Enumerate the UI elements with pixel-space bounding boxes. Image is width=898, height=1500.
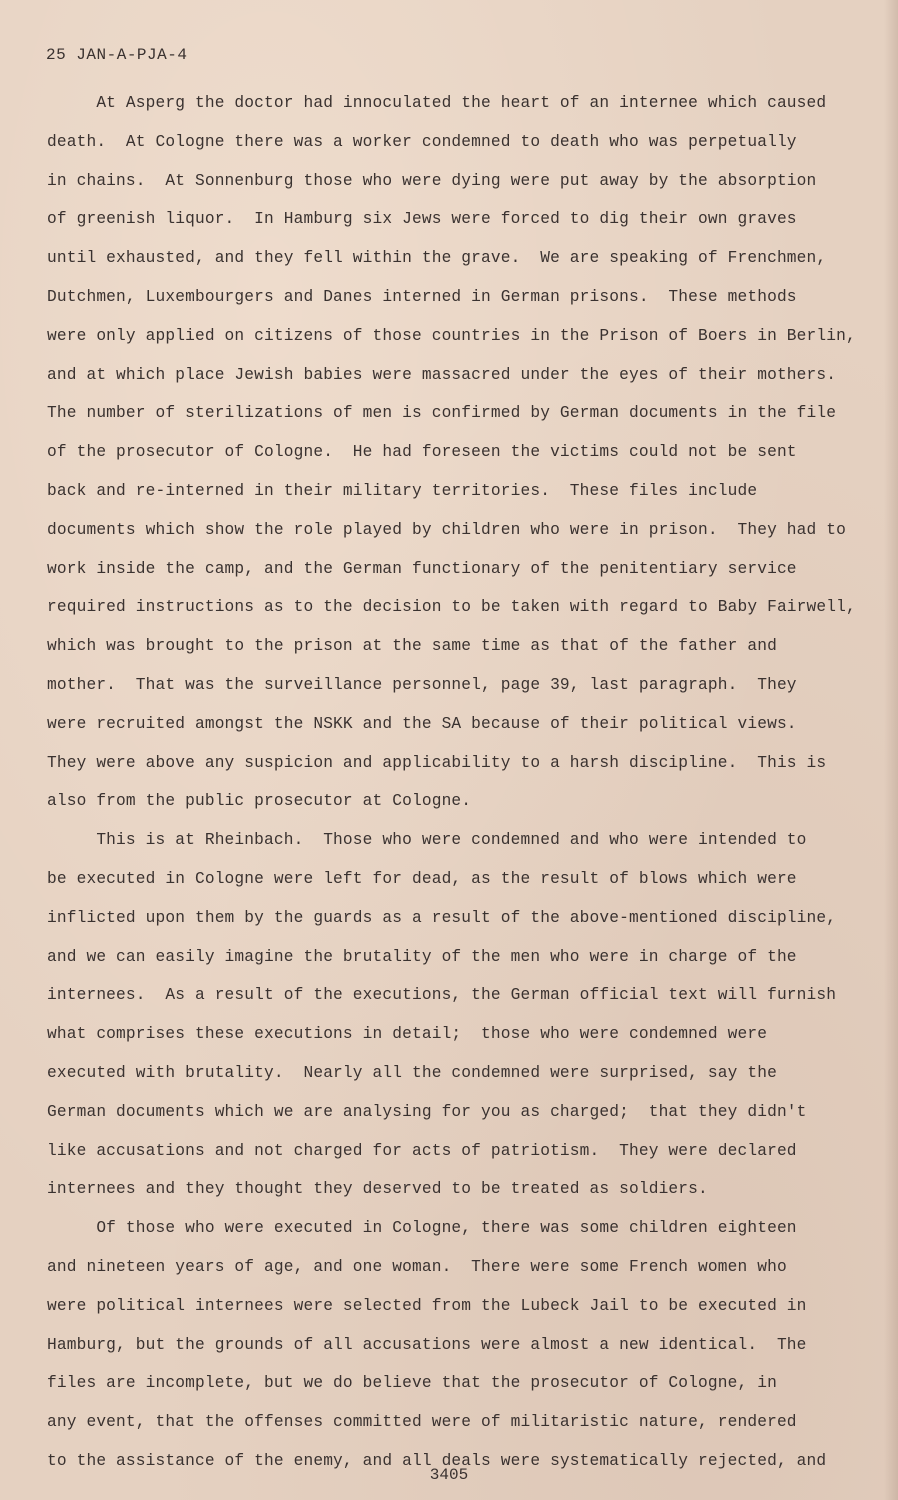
- text-line: were only applied on citizens of those countries in the Prison of Boers in Berlin,: [47, 326, 856, 345]
- text-line: The number of sterilizations of men is confirmed by German documents in the file: [47, 404, 837, 423]
- text-line: any event, that the offenses committed were of militaristic nature, rendered: [47, 1413, 797, 1432]
- text-line: internees and they thought they deserved to be treated as soldiers.: [47, 1180, 708, 1199]
- text-line: At Asperg the doctor had innoculated the heart of an internee which caused: [47, 94, 827, 112]
- text-line: until exhausted, and they fell within the grave. We are speaking of Frenchmen,: [47, 249, 827, 268]
- paper-edge-shadow: [884, 0, 898, 1500]
- text-line: This is at Rheinbach. Those who were condemned and who were intended to: [47, 831, 807, 850]
- text-line: which was brought to the prison at the same time as that of the father and: [47, 637, 777, 656]
- document-reference-header: 25 JAN-A-PJA-4: [46, 46, 188, 64]
- text-line: internees. As a result of the executions, the German official text will furnish: [47, 986, 837, 1005]
- document-body: [47, 84, 857, 1481]
- text-line: executed with brutality. Nearly all the condemned were surprised, say the: [47, 1063, 777, 1082]
- text-line: to the assistance of the enemy, and all deals were systematically rejected, and: [47, 1451, 827, 1470]
- text-line: inflicted upon them by the guards as a result of the above-mentioned discipline,: [47, 908, 837, 927]
- text-line: were recruited amongst the NSKK and the SA because of their political views.: [47, 714, 797, 733]
- text-line: and at which place Jewish babies were massacred under the eyes of their mothers.: [47, 365, 837, 384]
- text-line: and we can easily imagine the brutality of the men who were in charge of the: [47, 947, 797, 966]
- page-number: 3405: [429, 1466, 469, 1484]
- text-line: Hamburg, but the grounds of all accusations were almost a new identical. The: [47, 1335, 807, 1354]
- text-line: documents which show the role played by children who were in prison. They had to: [47, 520, 846, 539]
- text-line: Of those who were executed in Cologne, there was some children eighteen: [47, 1219, 797, 1238]
- text-line: what comprises these executions in detail; those who were condemned were: [47, 1025, 768, 1044]
- text-line: were political internees were selected from the Lubeck Jail to be executed in: [47, 1296, 807, 1315]
- text-line: They were above any suspicion and applicability to a harsh discipline. This is: [47, 753, 827, 772]
- text-line: back and re-interned in their military territories. These files include: [47, 481, 758, 500]
- text-line: be executed in Cologne were left for dead, as the result of blows which were: [47, 869, 797, 888]
- text-line: mother. That was the surveillance personnel, page 39, last paragraph. They: [47, 675, 797, 694]
- text-line: like accusations and not charged for acts of patriotism. They were declared: [47, 1141, 797, 1160]
- text-line: also from the public prosecutor at Cologne.: [47, 792, 472, 811]
- text-line: work inside the camp, and the German functionary of the penitentiary service: [47, 559, 797, 578]
- text-line: and nineteen years of age, and one woman. There were some French women who: [47, 1257, 787, 1276]
- text-line: files are incomplete, but we do believe that the prosecutor of Cologne, in: [47, 1374, 777, 1393]
- text-line: of the prosecutor of Cologne. He had foreseen the victims could not be sent: [47, 443, 797, 462]
- text-line: required instructions as to the decision to be taken with regard to Baby Fairwell,: [47, 598, 856, 617]
- text-line: in chains. At Sonnenburg those who were dying were put away by the absorption: [47, 171, 817, 190]
- text-line: German documents which we are analysing for you as charged; that they didn't: [47, 1102, 807, 1121]
- text-line: death. At Cologne there was a worker condemned to death who was perpetually: [47, 132, 797, 151]
- text-line: of greenish liquor. In Hamburg six Jews were forced to dig their own graves: [47, 210, 797, 229]
- text-line: Dutchmen, Luxembourgers and Danes interned in German prisons. These methods: [47, 287, 797, 306]
